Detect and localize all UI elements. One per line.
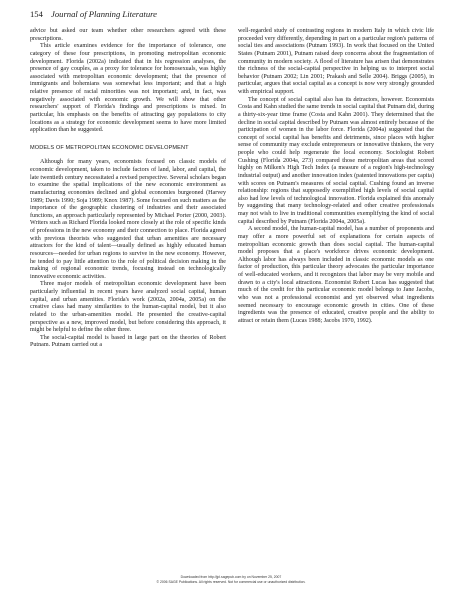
copyright-notice: © 2006 SAGE Publications. All rights reserved. Not for commercial use or unauthorized distribution. — [156, 580, 306, 584]
paragraph: This article examines evidence for the importance of tolerance, one category of these four prescriptions, in promoting metropolitan economic development. Florida (2002a) indicated that in his regression analyses, the presence of gay couples, as a proxy for tolerance for homosexuals, was highly associated with metropolitan economic development; that the presence of immigrants and bohemians was somewhat less important; and that a high relative presence of racial minorities was not important; and, in fact, was negatively associated with economic growth. We will show that other researchers' support of Florida's findings and prescriptions is mixed. In particular, his emphasis on the benefits of attracting gay populations to city locations as a strategy for economic development seems to have more limited application than he suggested. — [30, 43, 226, 134]
right-column — [238, 28, 434, 325]
left-column — [30, 28, 226, 350]
paragraph: Three major models of metropolitan economic development have been particularly influential in recent years have analyzed social capital, human capital, and urban amenities. Florida's work (2002a, 2004a, 2005a) on the creative class had many similarities to the human-capital model, but it also related to the urban-amenities model. He presented the creative-capital perspective as a new, improved model, but before considering this approach, it might be helpful to define the other three. — [30, 281, 226, 334]
page-number: 154 — [30, 9, 43, 19]
journal-title: Journal of Planning Literature — [51, 9, 157, 19]
running-header — [30, 9, 157, 19]
paragraph: The concept of social capital also has its detractors, however. Economists Costa and Kahn studied the same trends in social capital that Putnam did, during a thirty-six-year time frame (Costa and Kahn 2001). They determined that the decline in social capital described by Putnam was almost entirely because of the participation of women in the labor force. Florida (2004a) suggested that the concept of social capital has benefits and detriments, since places with higher sense of community may exclude entrepreneurs or innovative thinkers, the very people who could help regenerate the local economy. Sociologist Robert Cushing (Florida 2004a, 273) compared those metropolitan areas that scored highly on Milken's High Tech Index (a measure of a region's high-technology industrial output) and another innovation index (patented innovations per capita) with scores on Putnam's measures of social capital. Cushing found an inverse relationship: regions that supposedly exemplified high levels of social capital also had low levels of technological innovation. Florida explained this anomaly by suggesting that many technology-related and other creative professionals may not wish to live in traditional communities exemplifying the kind of social capital described by Putnam (Florida 2004a, 2005a). — [238, 96, 434, 225]
paragraph: The social-capital model is based in large part on the theories of Robert Putnam. Putnam carried out a — [30, 334, 226, 349]
paragraph: advice but asked our team whether other researchers agreed with these prescriptions. — [30, 28, 226, 42]
section-heading: MODELS OF METROPOLITAN ECONOMIC DEVELOPMENT — [30, 144, 189, 151]
paragraph: Although for many years, economists focused on classic models of economic development, taken to include factors of land, labor, and capital, the late twentieth century necessitated a revised perspective. Several scholars began to examine the spatial implications of the new economic environment as manufacturing economies declined and global economies burgeoned (Harvey 1989; Davis 1990; Soja 1989; Knox 1987). Some focused on such matters as the importance of the geographic clustering of industries and their associated functions, an approach particularly represented by Michael Porter (2000, 2003). Writers such as Richard Florida looked more closely at the role of specific kinds of professions in the new economy and their connection to place. Florida agreed with previous theorists who suggested that urban amenities are necessary attractors for the kind of talent—usually defined as highly educated human resources—needed for urban regions to survive in the new economy. However, he tended to pay little attention to the role of political decision making in the making of regional economic trends, focusing instead on technologically innovative economic activities. — [30, 159, 226, 280]
paragraph: well-regarded study of contrasting regions in modern Italy in which civic life proceeded very differently, depending in part on a particular region's patterns of social ties and associations (Putnam 1993). In work that focused on the United States (Putnam 2001), Putnam raised deep concerns about the fragmentation of community in modern society. A flood of literature has arisen that demonstrates the richness of the social-capital perspective in helping us to interpret social behavior (Putnam 2002; Lin 2001; Prakash and Selle 2004). Briggs (2005), in particular, argues that social capital as a concept is now very strongly grounded with empirical support. — [238, 28, 434, 95]
paragraph: A second model, the human-capital model, has a number of proponents and may offer a more powerful set of explanations for certain aspects of metropolitan economic growth than does social capital. The human-capital model proposes that a place's workforce drives economic development. Although labor has always been included in classic economic models as one factor of production, this particular theory advocates the particular importance of well-educated workers, and it recognizes that labor may be very mobile and drawn to a city's local attractions. Economist Robert Lucas has suggested that much of the credit for this particular economic model belongs to Jane Jacobs, who was not a professional economist and yet observed what ingredients seemed necessary to encourage economic growth in cities. One of these ingredients was the presence of educated, creative people and the ability to attract or retain them (Lucas 1988; Jacobs 1970, 1992). — [238, 226, 434, 324]
download-notice: Downloaded from http://jpl.sagepub.com by on November 25, 2007 — [180, 575, 282, 579]
